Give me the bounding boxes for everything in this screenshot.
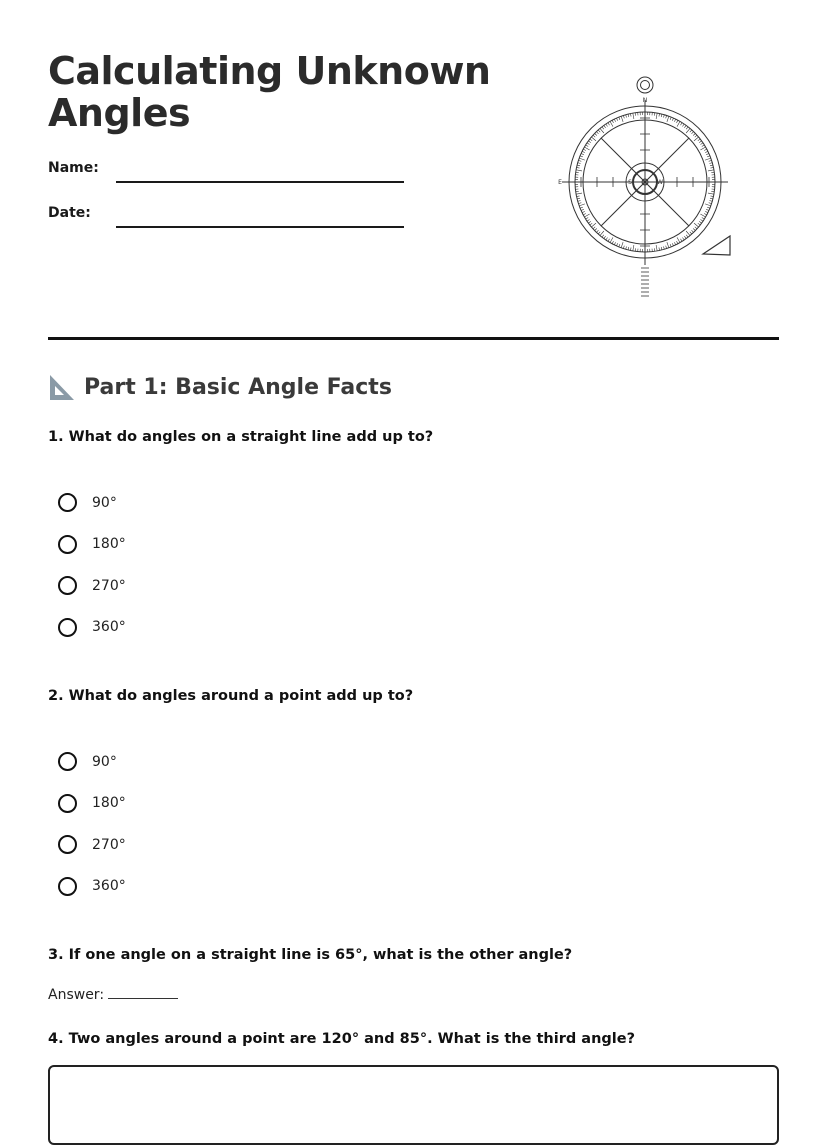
compass-w-label: E [558,179,562,186]
question-3: 3. If one angle on a straight line is 65°, what is the other angle? [48,947,573,963]
radio-icon[interactable] [58,794,77,813]
compass-e-label: W [657,179,663,186]
worksheet-title: Calculating Unknown Angles [48,49,491,135]
section-title: Part 1: Basic Angle Facts [84,374,392,400]
option-label: 180° [92,536,126,553]
q1-option-90[interactable] [58,482,126,524]
question-4-answer-box[interactable] [48,1065,779,1145]
set-square-icon [48,372,76,402]
q2-option-360[interactable] [58,866,126,908]
question-1-options [58,482,126,648]
section-divider [48,337,779,340]
question-2-options [58,741,126,907]
section-header [48,372,392,402]
date-label: Date: [48,205,91,221]
q1-option-360[interactable] [58,607,126,649]
option-label: 90° [92,494,117,511]
compass-n-label: N [642,97,648,104]
radio-icon[interactable] [58,752,77,771]
question-4: 4. Two angles around a point are 120° and 85°. What is the third angle? [48,1031,636,1047]
radio-icon[interactable] [58,618,77,637]
answer-label: Answer: [48,987,105,1003]
question-3-answer [48,986,178,1003]
radio-icon[interactable] [58,835,77,854]
radio-icon[interactable] [58,877,77,896]
q2-option-90[interactable] [58,741,126,783]
question-2: 2. What do angles around a point add up to? [48,688,414,704]
q2-option-270[interactable] [58,824,126,866]
option-label: 90° [92,753,117,770]
radio-icon[interactable] [58,576,77,595]
answer-blank-field[interactable] [108,986,178,999]
option-label: 180° [92,795,126,812]
radio-icon[interactable] [58,493,77,512]
name-label: Name: [48,160,99,176]
compass-s-label: S [628,179,632,186]
option-label: 360° [92,878,126,895]
question-1: 1. What do angles on a straight line add up to? [48,429,434,445]
q1-option-180[interactable] [58,524,126,566]
option-label: 360° [92,619,126,636]
q2-option-180[interactable] [58,783,126,825]
radio-icon[interactable] [58,535,77,554]
date-field[interactable] [116,226,404,228]
q1-option-270[interactable] [58,565,126,607]
compass-icon [548,70,738,300]
option-label: 270° [92,577,126,594]
option-label: 270° [92,836,126,853]
name-field[interactable] [116,181,404,183]
